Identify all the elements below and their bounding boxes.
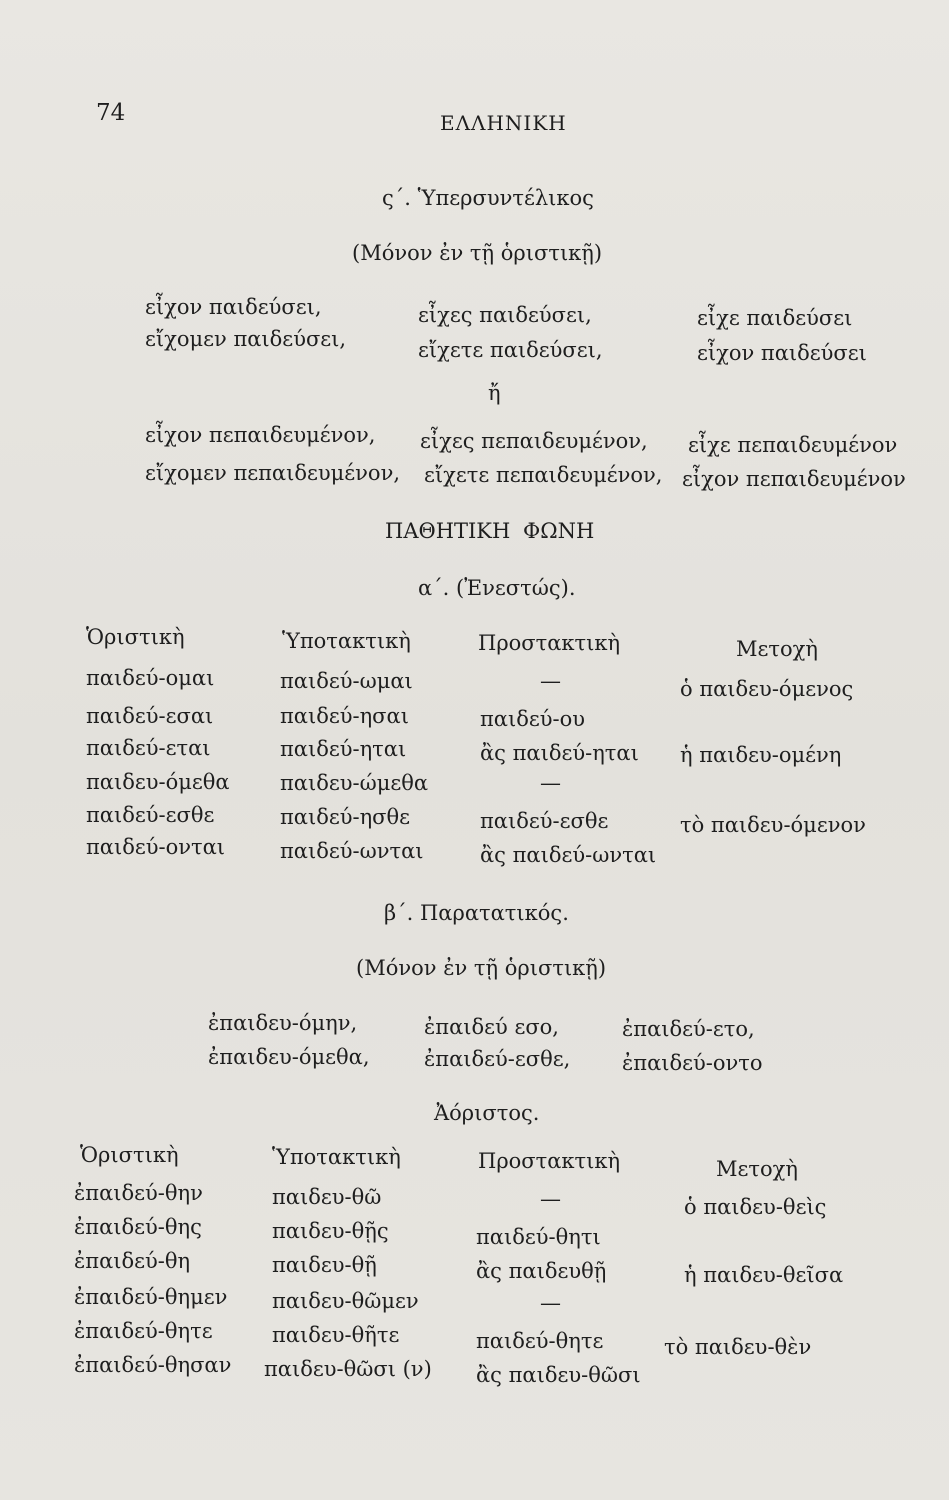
aorist-indicative-1: ἐπαιδεύ-θην xyxy=(74,1181,203,1205)
aorist-imperative-4: — xyxy=(540,1291,561,1315)
aorist-subjunctive-3: παιδευ-θῇ xyxy=(272,1253,377,1277)
aorist-heading: Ἀόριστος. xyxy=(434,1101,540,1125)
aorist-indicative-4: ἐπαιδεύ-θημεν xyxy=(74,1285,228,1309)
present-imperative-6: ἂς παιδεύ-ωνται xyxy=(480,843,657,867)
imperfect-row2-col2: ἐπαιδεύ-εσθε, xyxy=(424,1047,571,1071)
present-subjunctive-4: παιδευ-ώμεθα xyxy=(280,771,429,795)
aorist-participle-neut: τὸ παιδευ-θὲν xyxy=(664,1335,812,1359)
present-col-participle: Μετοχὴ xyxy=(736,637,818,661)
present-indicative-1: παιδεύ-ομαι xyxy=(86,666,215,690)
pluperfect-or: ἤ xyxy=(488,381,501,405)
imperfect-row2-col1: ἐπαιδευ-όμεθα, xyxy=(208,1045,370,1069)
aorist-imperative-5: παιδεύ-θητε xyxy=(476,1329,604,1353)
present-subjunctive-2: παιδεύ-ησαι xyxy=(280,704,409,728)
pluperfect-row4-col3: εἶχον πεπαιδευμένον xyxy=(682,467,906,491)
aorist-imperative-6: ἂς παιδευ-θῶσι xyxy=(476,1363,641,1387)
present-indicative-3: παιδεύ-εται xyxy=(86,736,211,760)
present-col-imperative: Προστακτικὴ xyxy=(478,631,621,655)
pluperfect-row2-col2: εἴχετε παιδεύσει, xyxy=(418,338,603,362)
imperfect-row1-col1: ἐπαιδευ-όμην, xyxy=(208,1011,358,1035)
present-participle-fem: ἡ παιδευ-ομένη xyxy=(680,743,842,767)
pluperfect-row1-col3: εἶχε παιδεύσει xyxy=(697,306,853,330)
imperfect-row1-col2: ἐπαιδεύ εσο, xyxy=(424,1015,559,1039)
aorist-subjunctive-2: παιδευ-θῇς xyxy=(272,1219,389,1243)
aorist-col-imperative: Προστακτικὴ xyxy=(478,1149,621,1173)
aorist-imperative-3: ἂς παιδευθῇ xyxy=(476,1259,607,1283)
aorist-imperative-1: — xyxy=(540,1187,561,1211)
pluperfect-row3-col1: εἶχον πεπαιδευμένον, xyxy=(145,423,376,447)
present-participle-neut: τὸ παιδευ-όμενον xyxy=(680,813,866,837)
pluperfect-row1-col2: εἶχες παιδεύσει, xyxy=(418,303,592,327)
present-col-indicative: Ὁριστικὴ xyxy=(86,625,185,649)
aorist-participle-fem: ἡ παιδευ-θεῖσα xyxy=(684,1263,844,1287)
pluperfect-heading: ς΄. Ὑπερσυντέλικος xyxy=(382,186,594,210)
present-subjunctive-5: παιδεύ-ησθε xyxy=(280,805,411,829)
pluperfect-row2-col3: εἶχον παιδεύσει xyxy=(697,341,867,365)
aorist-imperative-2: παιδεύ-θητι xyxy=(476,1225,601,1249)
aorist-participle-masc: ὁ παιδευ-θεὶς xyxy=(684,1195,827,1219)
aorist-subjunctive-4: παιδευ-θῶμεν xyxy=(272,1289,419,1313)
pluperfect-row3-col2: εἶχες πεπαιδευμένον, xyxy=(420,429,648,453)
pluperfect-row1-col1: εἶχον παιδεύσει, xyxy=(145,295,322,319)
present-subjunctive-6: παιδεύ-ωνται xyxy=(280,839,424,863)
imperfect-row1-col3: ἐπαιδεύ-ετο, xyxy=(622,1017,755,1041)
imperfect-note: (Μόνον ἐν τῇ ὁριστικῇ) xyxy=(356,956,607,980)
present-indicative-2: παιδεύ-εσαι xyxy=(86,704,214,728)
present-indicative-4: παιδευ-όμεθα xyxy=(86,770,230,794)
aorist-indicative-3: ἐπαιδεύ-θη xyxy=(74,1249,191,1273)
pluperfect-row4-col1: εἴχομεν πεπαιδευμένον, xyxy=(145,461,401,485)
present-subjunctive-1: παιδεύ-ωμαι xyxy=(280,669,413,693)
present-col-subjunctive: Ὑποτακτικὴ xyxy=(282,629,411,653)
aorist-indicative-2: ἐπαιδεύ-θης xyxy=(74,1215,202,1239)
aorist-col-indicative: Ὁριστικὴ xyxy=(80,1143,179,1167)
page-number: 74 xyxy=(96,100,126,126)
present-indicative-6: παιδεύ-ονται xyxy=(86,835,226,859)
passive-voice-title: ΠΑΘΗΤΙΚΗ ΦΩΝΗ xyxy=(385,519,595,543)
present-imperative-4: — xyxy=(540,771,561,795)
present-indicative-5: παιδεύ-εσθε xyxy=(86,803,215,827)
present-heading: α΄. (Ἐνεστώς). xyxy=(418,576,576,600)
aorist-indicative-6: ἐπαιδεύ-θησαν xyxy=(74,1353,232,1377)
present-subjunctive-3: παιδεύ-ηται xyxy=(280,737,407,761)
pluperfect-row3-col3: εἶχε πεπαιδευμένον xyxy=(688,433,898,457)
pluperfect-row2-col1: εἴχομεν παιδεύσει, xyxy=(145,327,347,351)
aorist-subjunctive-1: παιδευ-θῶ xyxy=(272,1185,382,1209)
aorist-col-subjunctive: Ὑποτακτικὴ xyxy=(272,1145,401,1169)
present-imperative-5: παιδεύ-εσθε xyxy=(480,809,609,833)
aorist-subjunctive-6: παιδευ-θῶσι (ν) xyxy=(264,1357,432,1381)
running-title: ΕΛΛΗΝΙΚΗ xyxy=(440,111,567,135)
imperfect-heading: β΄. Παρατατικός. xyxy=(384,901,569,925)
aorist-indicative-5: ἐπαιδεύ-θητε xyxy=(74,1319,213,1343)
aorist-subjunctive-5: παιδευ-θῆτε xyxy=(272,1323,400,1347)
pluperfect-row4-col2: εἴχετε πεπαιδευμένον, xyxy=(424,463,663,487)
imperfect-row2-col3: ἐπαιδεύ-οντο xyxy=(622,1051,763,1075)
present-participle-masc: ὁ παιδευ-όμενος xyxy=(680,677,854,701)
present-imperative-3: ἂς παιδεύ-ηται xyxy=(480,741,639,765)
pluperfect-note: (Μόνον ἐν τῇ ὁριστικῇ) xyxy=(352,241,603,265)
present-imperative-2: παιδεύ-ου xyxy=(480,707,586,731)
aorist-col-participle: Μετοχὴ xyxy=(716,1157,798,1181)
present-imperative-1: — xyxy=(540,669,561,693)
